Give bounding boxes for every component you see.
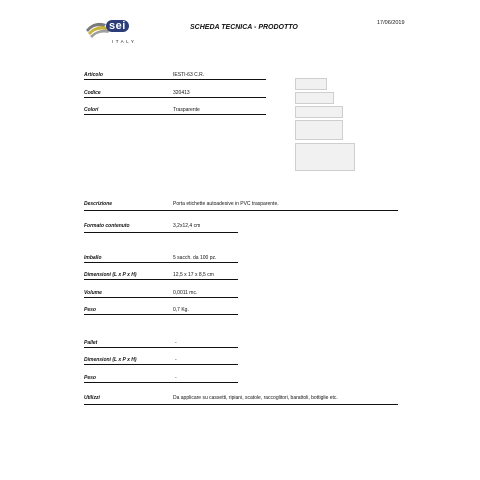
value-dimensioni-pallet: - — [175, 357, 177, 363]
divider — [84, 279, 238, 280]
value-codice: 320413 — [173, 90, 190, 96]
value-descrizione: Porta etichette autoadesive in PVC trasparente. — [173, 201, 279, 207]
divider — [84, 404, 398, 405]
divider — [84, 364, 238, 365]
value-peso: 0,7 Kg. — [173, 307, 189, 313]
document-date: 17/06/2019 — [377, 20, 405, 26]
label-imballo: Imballo — [84, 255, 102, 261]
value-pallet: - — [175, 340, 177, 346]
label-codice: Codice — [84, 90, 101, 96]
logo-wordmark: sei — [106, 20, 129, 32]
divider — [84, 97, 266, 98]
label-descrizione: Descrizione — [84, 201, 113, 207]
product-image-small — [295, 78, 327, 90]
value-articolo: IESTI-63 C.R. — [173, 72, 205, 78]
product-image-large — [295, 106, 343, 118]
value-colori: Trasparente — [173, 107, 200, 113]
value-utilizzi: Da applicare su cassetti, ripiani, scatole, raccoglitori, barattoli, bottiglie etc. — [173, 395, 338, 401]
value-formato-contenuto: 3,2x12,4 cm — [173, 223, 201, 229]
label-colori: Colori — [84, 107, 99, 113]
sei-logo — [84, 18, 146, 52]
label-dimensioni: Dimensioni (L x P x H) — [84, 272, 137, 278]
divider — [84, 314, 238, 315]
page-title: SCHEDA TECNICA - PRODOTTO — [190, 24, 298, 31]
label-peso-pallet: Peso — [84, 375, 96, 381]
divider — [84, 297, 238, 298]
value-peso-pallet: - — [175, 375, 177, 381]
value-volume: 0,0011 mc. — [173, 290, 198, 296]
label-formato-contenuto: Formato contenuto — [84, 223, 130, 229]
divider — [84, 210, 398, 211]
label-articolo: Articolo — [84, 72, 103, 78]
value-dimensioni: 12,5 x 17 x 8,5 cm — [173, 272, 214, 278]
label-utilizzi: Utilizzi — [84, 395, 100, 401]
divider — [84, 382, 238, 383]
product-image-xxl — [295, 143, 355, 171]
divider — [84, 114, 266, 115]
product-image-medium — [295, 92, 334, 104]
divider — [84, 347, 238, 348]
divider — [84, 79, 266, 80]
label-dimensioni-pallet: Dimensioni (L x P x H) — [84, 357, 137, 363]
label-pallet: Pallet — [84, 340, 98, 346]
product-image-xl — [295, 120, 343, 140]
label-volume: Volume — [84, 290, 102, 296]
value-imballo: 5 sacch. da 100 pz. — [173, 255, 217, 261]
logo-subtitle: ITALY — [112, 39, 137, 44]
divider — [84, 262, 238, 263]
label-peso: Peso — [84, 307, 96, 313]
divider — [84, 232, 238, 233]
